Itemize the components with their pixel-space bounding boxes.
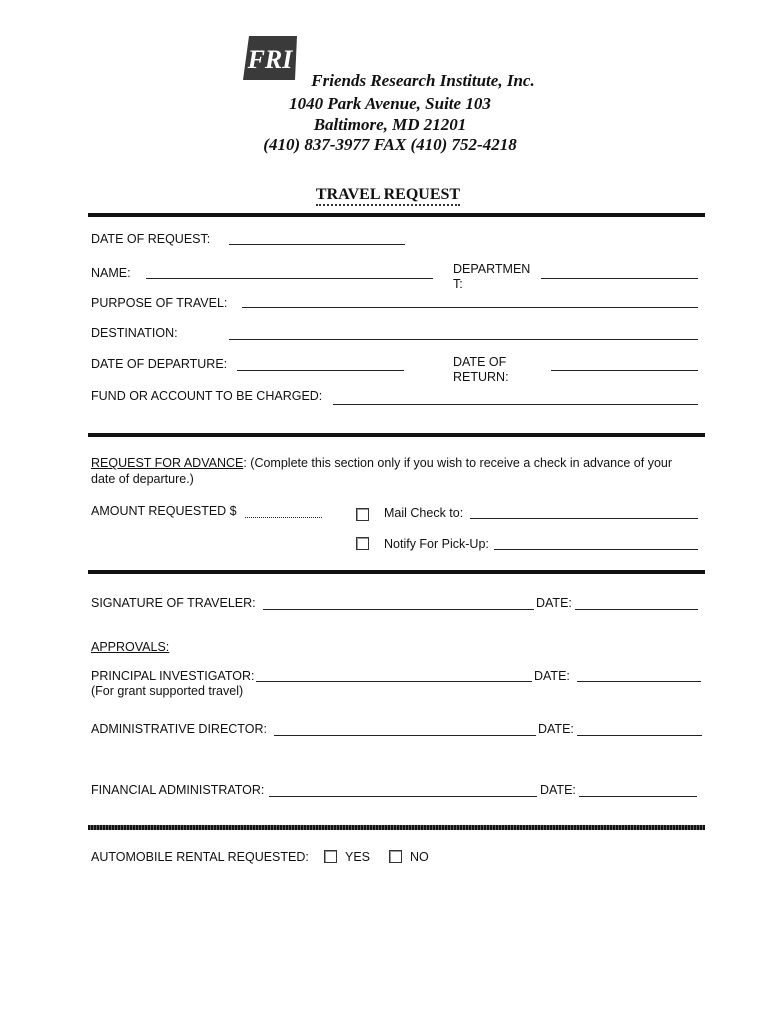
pi-date-field[interactable]: [577, 681, 701, 682]
ad-date-label: DATE:: [538, 722, 574, 736]
advance-instructions-line-2: date of departure.): [91, 472, 194, 486]
date-of-return-label-line-2: RETURN:: [453, 370, 509, 384]
notify-pickup-checkbox[interactable]: [356, 537, 369, 550]
purpose-label: PURPOSE OF TRAVEL:: [91, 296, 228, 310]
advance-instructions: [91, 456, 672, 471]
signature-date-field[interactable]: [575, 609, 698, 610]
pi-date-label: DATE:: [534, 669, 570, 683]
date-of-request-label: DATE OF REQUEST:: [91, 232, 211, 246]
org-name: Friends Research Institute, Inc.: [311, 71, 535, 90]
fund-account-field[interactable]: [333, 404, 698, 405]
administrative-director-field[interactable]: [274, 735, 536, 736]
date-of-departure-label: DATE OF DEPARTURE:: [91, 357, 228, 371]
date-of-departure-field[interactable]: [237, 370, 404, 371]
address-line-1: 1040 Park Avenue, Suite 103: [289, 94, 491, 113]
logo-text: FRI: [247, 45, 293, 74]
address-line-2: Baltimore, MD 21201: [313, 115, 467, 134]
name-label: NAME:: [91, 266, 131, 280]
department-label-line-1: DEPARTMEN: [453, 262, 531, 276]
destination-label: DESTINATION:: [91, 326, 178, 340]
mail-check-label: Mail Check to:: [384, 506, 464, 520]
amount-requested-label: AMOUNT REQUESTED $: [91, 504, 237, 518]
mail-check-checkbox[interactable]: [356, 508, 369, 521]
grant-note: (For grant supported travel): [91, 684, 244, 698]
advance-instructions-line-1: : (Complete this section only if you wish to receive a check in advance of your: [243, 456, 673, 470]
financial-administrator-field[interactable]: [269, 796, 537, 797]
automobile-yes-checkbox[interactable]: [324, 850, 337, 863]
fa-date-label: DATE:: [540, 783, 576, 797]
section-divider-approvals: [88, 570, 705, 574]
section-divider-top: [88, 213, 705, 217]
financial-administrator-label: FINANCIAL ADMINISTRATOR:: [91, 783, 265, 797]
administrative-director-label: ADMINISTRATIVE DIRECTOR:: [91, 722, 267, 736]
purpose-field[interactable]: [242, 307, 698, 308]
fund-account-label: FUND OR ACCOUNT TO BE CHARGED:: [91, 389, 323, 403]
automobile-no-label: NO: [410, 850, 429, 864]
name-field[interactable]: [146, 278, 433, 279]
advance-heading: REQUEST FOR ADVANCE: [91, 456, 244, 470]
signature-date-label: DATE:: [536, 596, 572, 610]
automobile-yes-label: YES: [345, 850, 371, 864]
automobile-no-checkbox[interactable]: [389, 850, 402, 863]
date-of-return-label-line-1: DATE OF: [453, 355, 507, 369]
automobile-rental-label: AUTOMOBILE RENTAL REQUESTED:: [91, 850, 309, 864]
notify-pickup-field[interactable]: [494, 549, 698, 550]
ad-date-field[interactable]: [577, 735, 702, 736]
amount-requested-field[interactable]: [245, 517, 322, 518]
principal-investigator-field[interactable]: [256, 681, 532, 682]
form-title: TRAVEL REQUEST: [0, 185, 770, 205]
phone-fax: (410) 837-3977 FAX (410) 752-4218: [263, 135, 517, 154]
department-field[interactable]: [541, 278, 698, 279]
section-divider-automobile: [88, 825, 705, 830]
destination-field[interactable]: [229, 339, 698, 340]
signature-traveler-label: SIGNATURE OF TRAVELER:: [91, 596, 256, 610]
date-of-request-field[interactable]: [229, 244, 405, 245]
section-divider-advance: [88, 433, 705, 437]
date-of-return-field[interactable]: [551, 370, 698, 371]
department-label-line-2: T:: [453, 277, 463, 291]
fa-date-field[interactable]: [579, 796, 697, 797]
principal-investigator-label: PRINCIPAL INVESTIGATOR:: [91, 669, 255, 683]
notify-pickup-label: Notify For Pick-Up:: [384, 537, 489, 551]
mail-check-field[interactable]: [470, 518, 698, 519]
signature-traveler-field[interactable]: [263, 609, 534, 610]
approvals-heading: APPROVALS:: [91, 640, 170, 654]
